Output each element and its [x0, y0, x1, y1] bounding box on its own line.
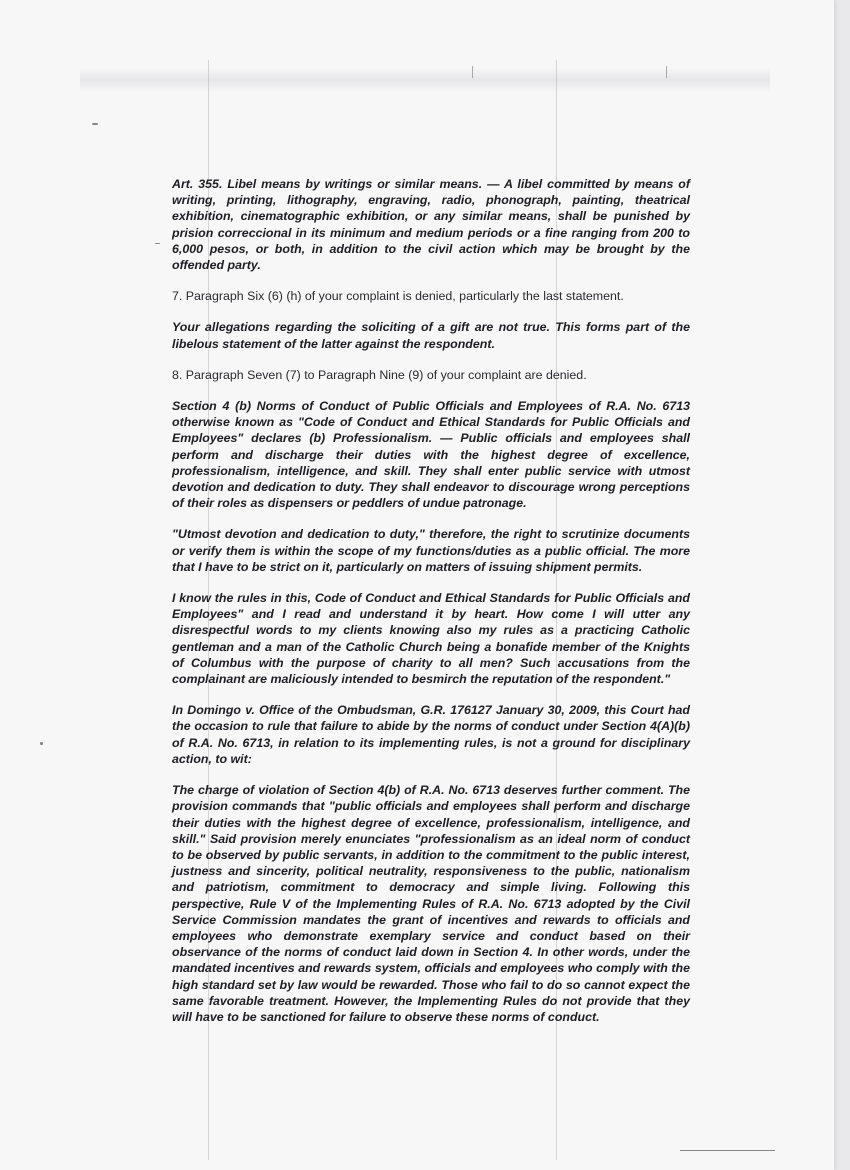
article-355-paragraph: Art. 355. Libel means by writings or similar means. — A libel committed by means of writing, printing, lithography, engraving, radio, phonograph, painting, theatrical exhibition, cinematographic exhibition, or any similar means, shall be punished by prision correccional in its minimum and medium periods or a fine ranging from 200 to 6,000 pesos, or both, in addition to the civil action which may be brought by the offended party.	[172, 177, 690, 273]
utmost-devotion-paragraph: "Utmost devotion and dedication to duty," therefore, the right to scrutinize documents or verify them is within the scope of my functions/duties as a public official. The more that I have to be strict on it, particularly on matters of issuing shipment permits.	[172, 527, 690, 574]
charge-violation-paragraph: The charge of violation of Section 4(b) of R.A. No. 6713 deserves further comment. The provision commands that "public officials and employees shall perform and discharge their duties with the highest degree of excellence, professionalism, intelligence, and skill." Said provision merely enunciates "professionalism as an ideal norm of conduct to be observed by public servants, in addition to the commitment to the public interest, justness and sincerity, political neutrality, responsiveness to the public, nationalism and patriotism, commitment to democracy and simple living. Following this perspective, Rule V of the Implementing Rules of R.A. No. 6713 adopted by the Civil Service Commission mandates the grant of incentives and rewards to officials and employees who demonstrate exemplary service and conduct based on their observance of the norms of conduct laid down in Section 4. In other words, under the mandated incentives and rewards system, officials and employees who comply with the high standard set by law would be rewarded. Those who fail to do so cannot expect the same favorable treatment. However, the Implementing Rules do not provide that they will have to be sanctioned for failure to observe these norms of conduct.	[172, 783, 690, 1024]
scan-mark	[666, 66, 667, 78]
item-8-paragraph: 8. Paragraph Seven (7) to Paragraph Nine (9) of your complaint are denied.	[172, 367, 587, 382]
domingo-case-paragraph: In Domingo v. Office of the Ombudsman, G.R. 176127 January 30, 2009, this Court had the occasion to rule that failure to abide by the norms of conduct under Section 4(A)(b) of R.A. No. 6713, in relation to its implementing rules, is not a ground for disciplinary action, to wit:	[172, 703, 690, 766]
bottom-rule	[680, 1150, 775, 1151]
gift-allegation-paragraph: Your allegations regarding the soliciting of a gift are not true. This forms part of the libelous statement of the latter against the respondent.	[172, 320, 690, 351]
scan-speck	[40, 742, 43, 745]
scan-speck	[92, 123, 98, 125]
section-4b-paragraph: Section 4 (b) Norms of Conduct of Public Officials and Employees of R.A. No. 6713 otherwise known as "Code of Conduct and Ethical Standards for Public Officials and Employees" declares (b) Professionalism. — Public officials and employees shall perform and discharge their duties with the highest degree of excellence, professionalism, intelligence, and skill. They shall enter public service with utmost devotion and dedication to duty. They shall endeavor to discourage wrong perceptions of their roles as dispensers or peddlers of undue patronage.	[172, 399, 690, 511]
scan-speck	[155, 243, 160, 244]
item-7-paragraph: 7. Paragraph Six (6) (h) of your complaint is denied, particularly the last statement.	[172, 289, 624, 304]
code-of-conduct-paragraph: I know the rules in this, Code of Conduct and Ethical Standards for Public Officials and Employees" and I read and understand it by heart. How come I will utter any disrespectful words to my clients knowing also my rules as a practicing Catholic gentleman and a man of the Catholic Church being a bonafide member of the Knights of Columbus with the purpose of charity to all men? Such accusations from the complainant are maliciously intended to besmirch the reputation of the respondent."	[172, 591, 690, 687]
scan-mark	[472, 66, 473, 78]
document-body	[172, 176, 690, 1040]
